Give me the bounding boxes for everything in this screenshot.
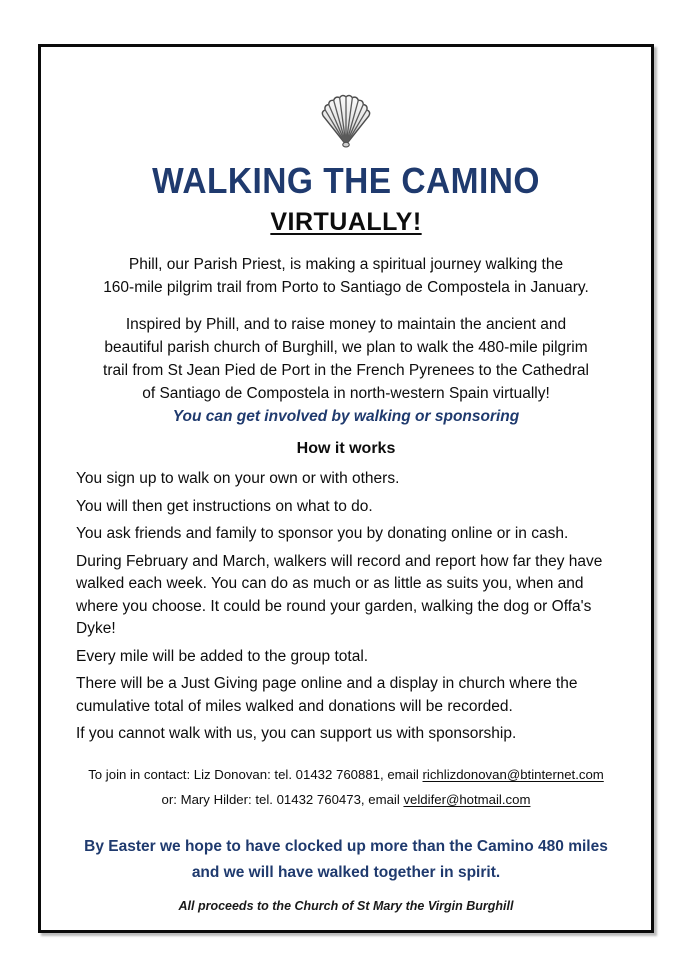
intro-paragraph-2-line: of Santiago de Compostela in north-western Spain virtually!	[142, 385, 550, 402]
flyer-border-frame	[38, 44, 654, 933]
how-item: During February and March, walkers will record and report how far they have walked each week. You can do as much or as little as suits you, when and where you choose. It could be round your garden, walking the dog or Offa's Dyke!	[76, 552, 603, 637]
contact-line-2-text: or: Mary Hilder: tel. 01432 760473, email	[161, 791, 404, 807]
how-item: If you cannot walk with us, you can support us with sponsorship.	[76, 725, 517, 742]
intro-paragraph-2-line: beautiful parish church of Burghill, we plan to walk the 480-mile pilgrim	[104, 339, 588, 356]
proceeds-note: All proceeds to the Church of St Mary the Virgin Burghill	[178, 898, 514, 913]
how-item: You ask friends and family to sponsor you by donating online or in cash.	[76, 525, 569, 542]
contact-block	[69, 762, 623, 812]
scallop-shell-icon	[69, 91, 623, 149]
contact-line-2	[69, 787, 623, 812]
how-it-works-heading: How it works	[296, 440, 396, 457]
contact-email-link-1[interactable]: richlizdonovan@btinternet.com	[422, 766, 604, 782]
closing-statement-line: and we will have walked together in spirit.	[191, 863, 501, 881]
contact-line-1	[69, 762, 623, 787]
closing-statement	[69, 834, 623, 886]
how-item: You sign up to walk on your own or with others.	[76, 470, 400, 487]
closing-statement-line: By Easter we hope to have clocked up more than the Camino 480 miles	[84, 837, 608, 855]
how-it-works-list	[69, 468, 623, 746]
intro-paragraph-1-line: 160-mile pilgrim trail from Porto to Santiago de Compostela in January.	[103, 279, 589, 296]
page-subtitle: VIRTUALLY!	[270, 208, 422, 236]
intro-paragraph-1	[69, 253, 623, 299]
contact-line-1-text: To join in contact: Liz Donovan: tel. 01432 760881, email	[88, 766, 423, 782]
how-item: Every mile will be added to the group total.	[76, 647, 369, 665]
involvement-line: You can get involved by walking or sponsoring	[172, 408, 520, 425]
intro-paragraph-1-line: Phill, our Parish Priest, is making a spiritual journey walking the	[128, 256, 564, 273]
contact-email-link-2[interactable]: veldifer@hotmail.com	[403, 791, 531, 807]
how-item: There will be a Just Giving page online and a display in church where the cumulative total of miles walked and donations will be recorded.	[76, 675, 578, 715]
intro-paragraph-2	[69, 313, 623, 428]
how-item: You will then get instructions on what to do.	[76, 497, 373, 515]
page-title: WALKING THE CAMINO	[152, 160, 540, 201]
intro-paragraph-2-line: trail from St Jean Pied de Port in the French Pyrenees to the Cathedral	[103, 362, 589, 379]
intro-paragraph-2-line: Inspired by Phill, and to raise money to maintain the ancient and	[125, 316, 567, 333]
